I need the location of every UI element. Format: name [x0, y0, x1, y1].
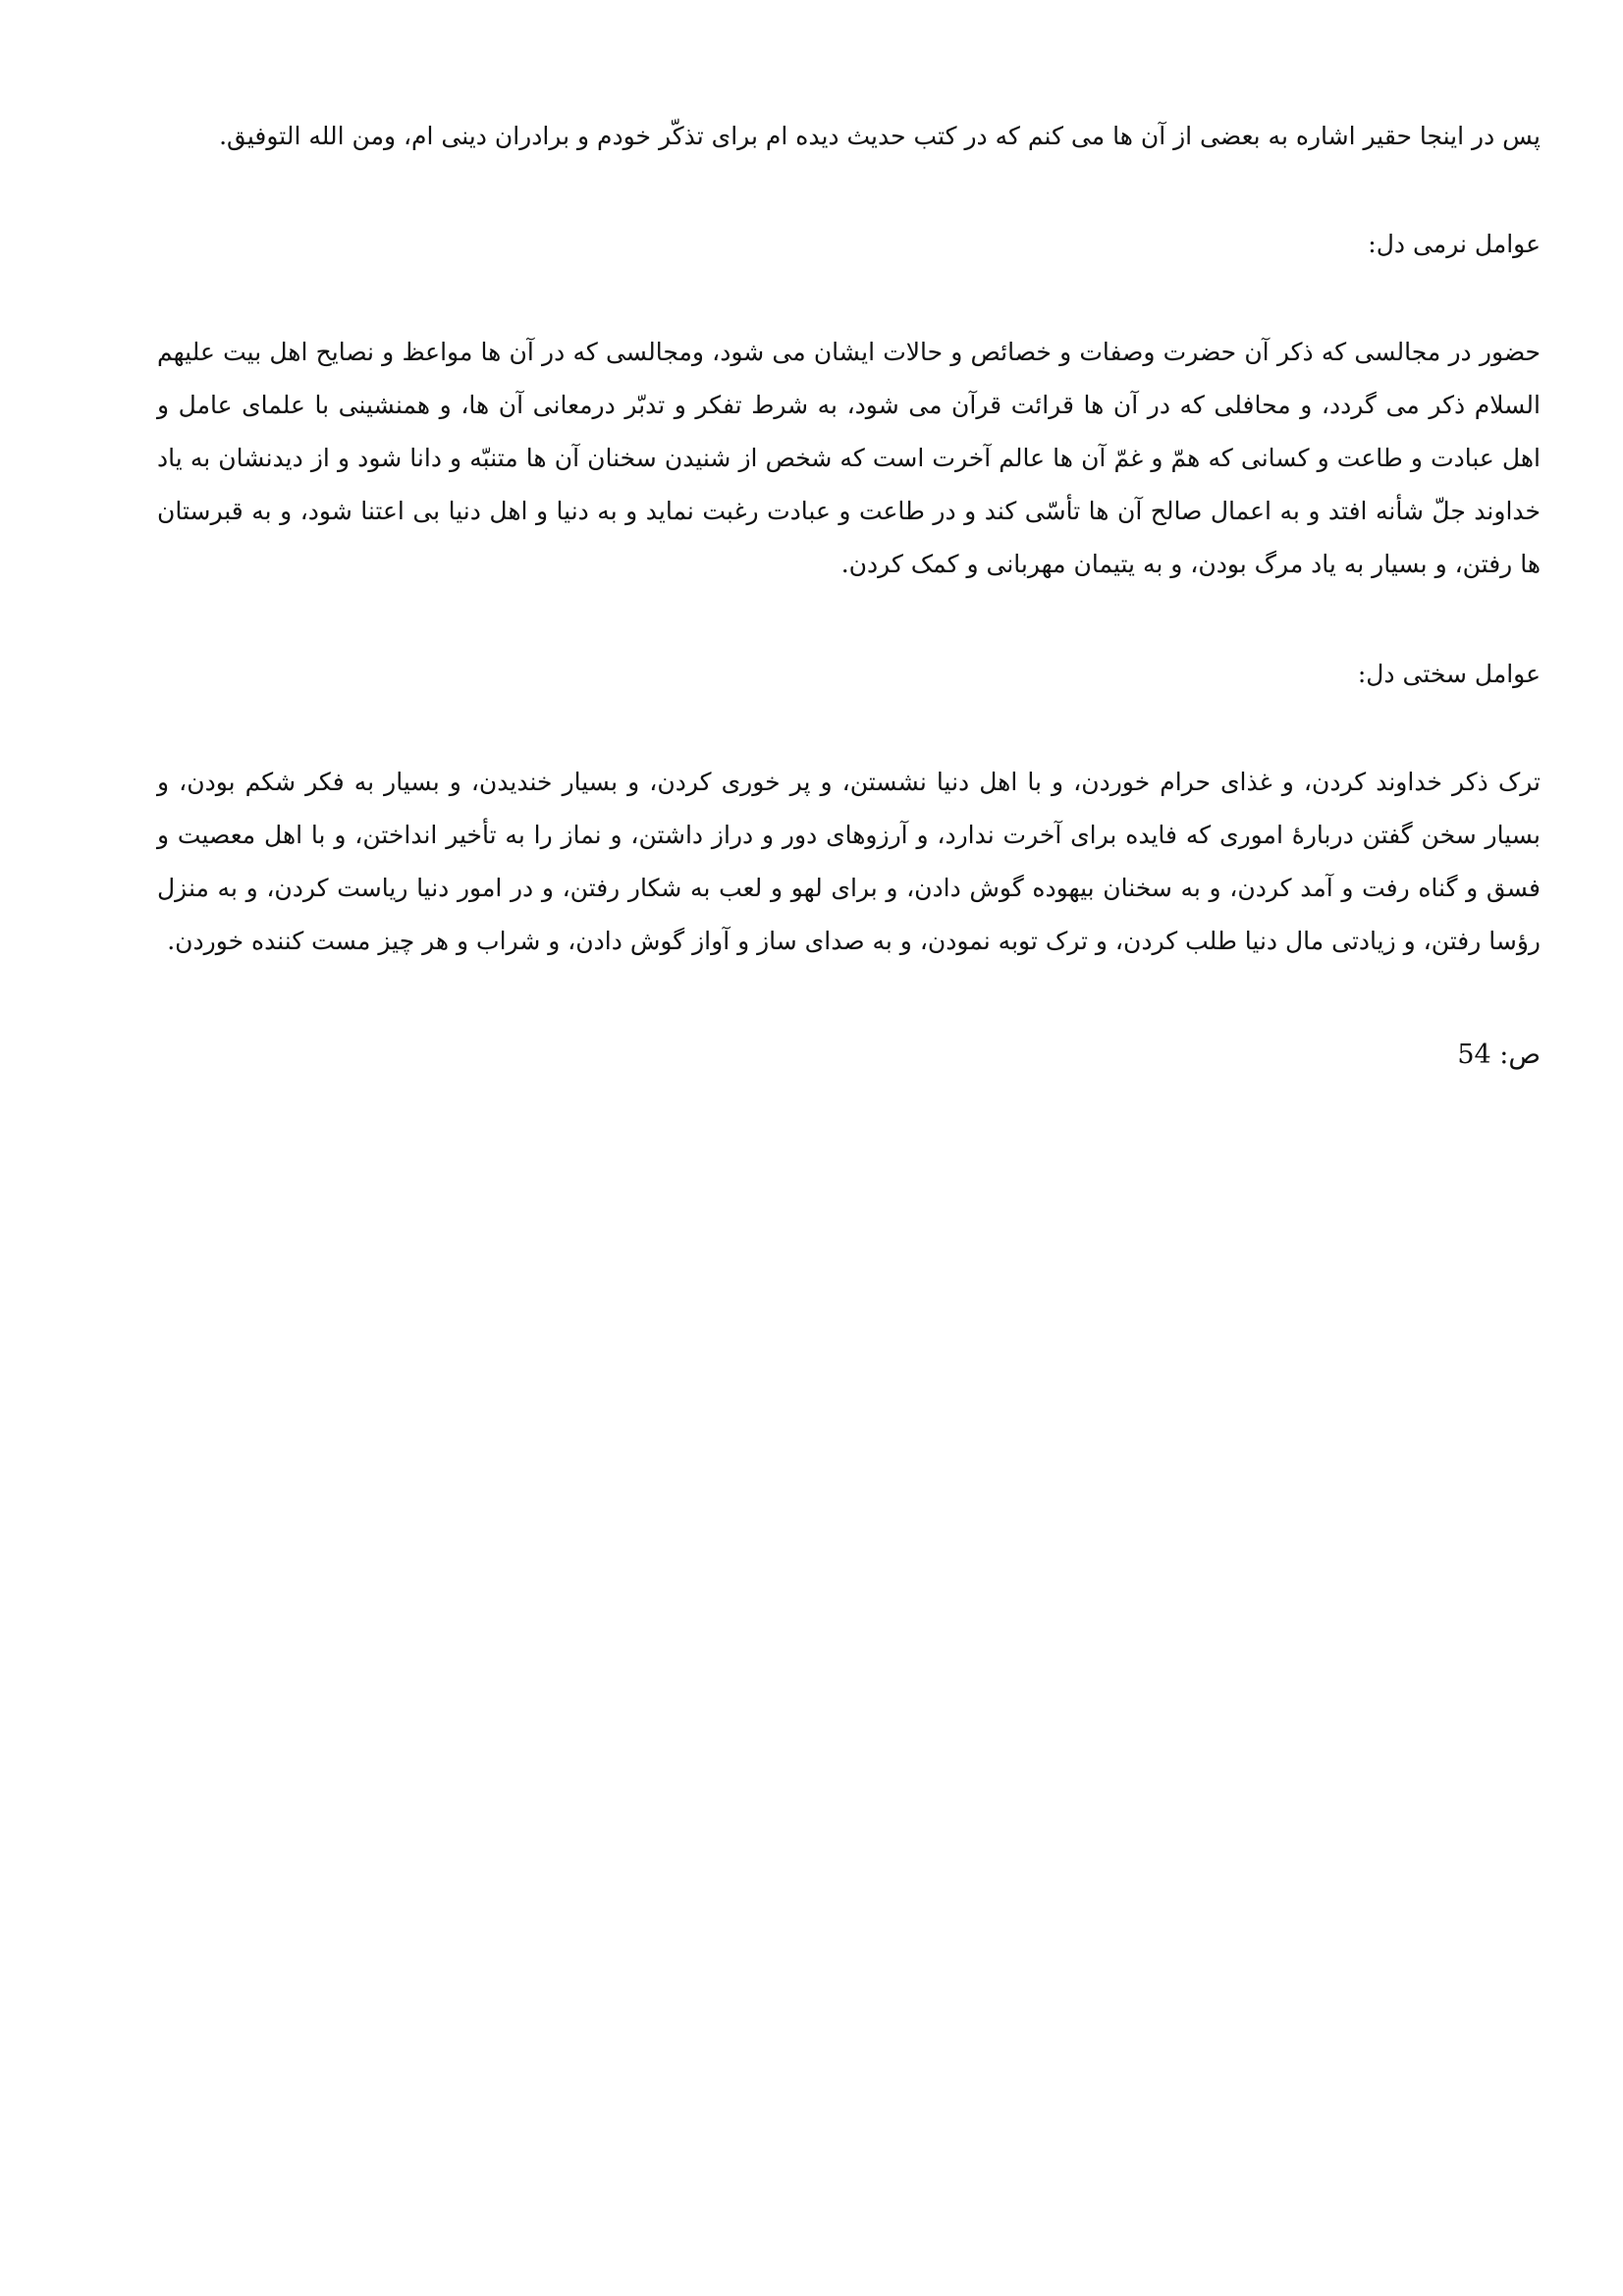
- page-number: ص: 54: [1457, 1040, 1541, 1070]
- section-body-hardness: ترک ذکر خداوند کردن، و غذای حرام خوردن، و با اهل دنیا نشستن، و پر خوری کردن، و بسیار خندیدن، و بسیار به فکر شکم بودن، و بسیار سخن گفتن دربارۀ اموری که فایده برای آخرت ندارد، و آرزوهای دور و دراز داشتن، و نماز را به تأخیر انداختن، و با اهل معصیت و فسق و گناه رفت و آمد کردن، و به سخنان بیهوده گوش دادن، و برای لهو و لعب به شکار رفتن، و در امور دنیا ریاست کردن، و به منزل رؤسا رفتن، و زیادتی مال دنیا طلب کردن، و ترک توبه نمودن، و به صدای ساز و آواز گوش دادن، و شراب و هر چیز مست کننده خوردن.: [157, 768, 1541, 955]
- section-heading-hardness: عوامل سختی دل:: [1357, 660, 1541, 688]
- section-heading-softness: عوامل نرمی دل:: [1368, 230, 1541, 258]
- intro-paragraph: پس در اینجا حقیر اشاره به بعضی از آن ها می کنم که در کتب حدیث دیده ام برای تذکّر خودم و برادران دینی ام، ومن الله التوفیق.: [219, 122, 1541, 150]
- section-body-softness: حضور در مجالسی که ذکر آن حضرت وصفات و خصائص و حالات ایشان می شود، ومجالسی که در آن ها مواعظ و نصایح اهل بیت علیهم السلام ذکر می گردد، و محافلی که در آن ها قرائت قرآن می شود، به شرط تفکر و تدبّر درمعانی آن ها، و همنشینی با علمای عامل و اهل عبادت و طاعت و کسانی که همّ و غمّ آن ها عالم آخرت است که شخص از شنیدن سخنان آن ها متنبّه و دانا شود و از دیدنشان به یاد خداوند جلّ شأنه افتد و به اعمال صالح آن ها تأسّی کند و در طاعت و عبادت رغبت نماید و به دنیا و اهل دنیا بی اعتنا شود، و به قبرستان ها رفتن، و بسیار به یاد مرگ بودن، و به یتیمان مهربانی و کمک کردن.: [157, 338, 1541, 578]
